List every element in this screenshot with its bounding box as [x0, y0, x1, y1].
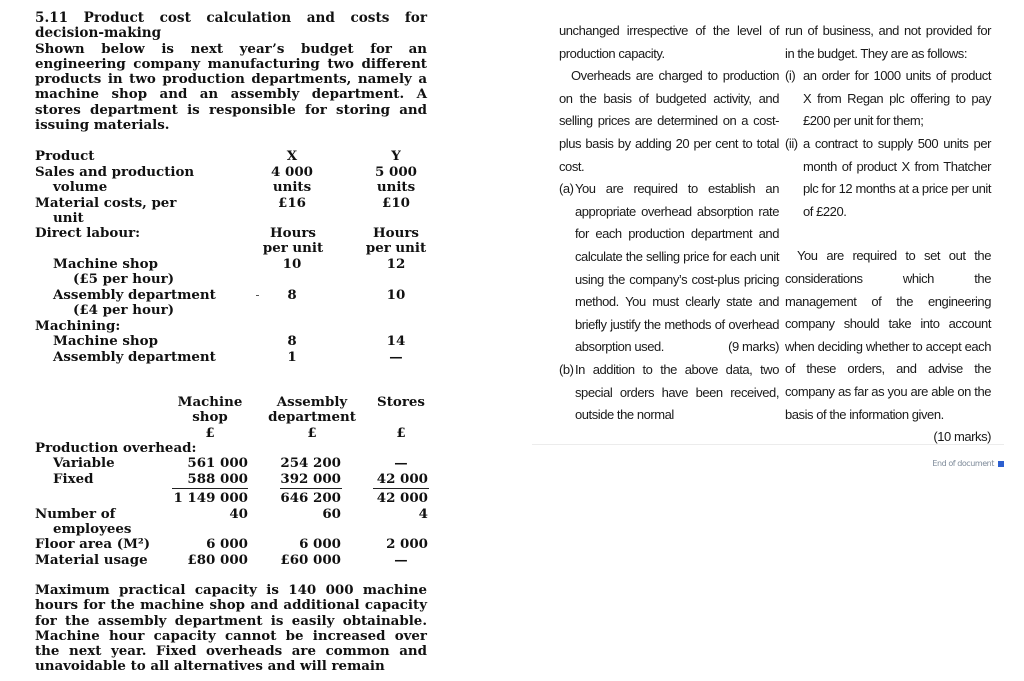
right-column-2 [785, 20, 991, 449]
question-a [559, 178, 779, 359]
total-assembly: 646 200 [280, 490, 341, 506]
dept-machine-header-2: shop [192, 409, 228, 425]
material-usage-label: Material usage [35, 552, 148, 568]
product-x-header: X [286, 148, 298, 164]
sales-x: 4 000 [271, 164, 313, 180]
orders-intro: run of business, and not provided for in the budget. They are as follows: [785, 23, 991, 61]
question-b-label: (b) [559, 361, 574, 377]
dept-assembly-header-1: Assembly [276, 394, 348, 410]
capacity-continuation: unchanged irrespective of the level of production capacity. [559, 23, 779, 61]
volume-label: volume [53, 179, 108, 195]
employees-stores: 4 [418, 506, 428, 522]
end-square-icon [998, 461, 1004, 467]
right-column-1 [559, 20, 779, 427]
employees-label: Number of [35, 506, 116, 522]
employees-machine: 40 [229, 506, 248, 522]
labour-machine-y: 12 [386, 256, 406, 272]
labour-assembly-label: Assembly department [53, 287, 216, 303]
floor-stores: 2 000 [386, 536, 428, 552]
fixed-assembly: 392 000 [280, 471, 341, 487]
floor-machine: 6 000 [206, 536, 248, 552]
machining-label: Machining: [35, 318, 121, 334]
machining-machine-y: 14 [386, 333, 406, 349]
floor-assembly: 6 000 [299, 536, 341, 552]
machining-machine-label: Machine shop [53, 333, 158, 349]
question-a-label: (a) [559, 181, 574, 197]
material-y: £10 [382, 195, 410, 211]
machining-assembly-x: 1 [287, 349, 297, 365]
hours-x-label: Hours [270, 225, 316, 241]
machining-machine-x: 8 [287, 333, 297, 349]
considerations-marks: (10 marks) [933, 429, 991, 445]
variable-label: Variable [53, 455, 115, 471]
considerations-text: You are required to set out the considerations which the management of the engineering company should take into account when deciding whether to accept each of these orders, and advise the company as far as you are able on the basis of the information given. [785, 248, 991, 422]
variable-assembly: 254 200 [280, 455, 341, 471]
considerations-paragraph [785, 245, 991, 445]
overheads-paragraph: Overheads are charged to production on the basis of budgeted activity, and selling prices are determined on a cost-plus basis by adding 20 per cent to total cost. [559, 68, 779, 174]
per-unit-x-label: per unit [262, 240, 324, 256]
question-title: 5.11 Product cost calculation and costs for decision-making [35, 10, 427, 42]
order-ii [785, 133, 991, 223]
total-rule-machine [172, 488, 248, 489]
production-overhead-label: Production overhead: [35, 440, 197, 456]
units-y: units [376, 179, 416, 195]
variable-machine: 561 000 [187, 455, 248, 471]
material-unit-label: unit [53, 210, 84, 226]
total-machine: 1 149 000 [173, 490, 248, 506]
product-y-header: Y [391, 148, 401, 164]
question-b-text: In addition to the above data, two special orders have been received, outside the normal [575, 361, 779, 423]
total-stores: 42 000 [376, 490, 428, 506]
variable-stores: — [394, 455, 408, 471]
question-a-text: You are required to establish an appropriate overhead absorption rate for each production department and calculate the selling price for each unit using the company’s cost-plus pricing method. You must clearly state and briefly justify the methods of overhead absorption used. [575, 181, 779, 355]
total-rule-stores [373, 488, 429, 489]
labour-machine-rate: (£5 per hour) [73, 271, 175, 287]
dept-machine-header-1: Machine [177, 394, 243, 410]
fixed-stores: 42 000 [376, 471, 428, 487]
direct-labour-label: Direct labour: [35, 225, 141, 241]
labour-assembly-y: 10 [386, 287, 406, 303]
order-ii-label: (ii) [785, 135, 798, 151]
total-rule-assembly [280, 488, 342, 489]
dept-stores-header: Stores [377, 394, 425, 410]
dept-assembly-header-2: department [268, 409, 356, 425]
material-x: £16 [278, 195, 306, 211]
order-i [785, 65, 991, 133]
employees-assembly: 60 [322, 506, 341, 522]
sales-label: Sales and production [35, 164, 195, 180]
fixed-machine: 588 000 [187, 471, 248, 487]
machining-assembly-label: Assembly department [53, 349, 216, 365]
end-rule [532, 444, 1004, 445]
question-b [559, 359, 779, 427]
sales-y: 5 000 [375, 164, 417, 180]
material-usage-stores: — [394, 552, 408, 568]
labour-machine-x: 10 [282, 256, 302, 272]
question-a-marks: (9 marks) [728, 339, 779, 355]
currency-stores: £ [396, 425, 406, 441]
currency-assembly: £ [307, 425, 317, 441]
fixed-label: Fixed [53, 471, 94, 487]
question-intro: Shown below is next year’s budget for an engineering company manufacturing two different products in two production departments, namely a machine shop and an assembly department. A stores department is responsible for storing and issuing materials. [35, 40, 427, 134]
capacity-paragraph: Maximum practical capacity is 140 000 machine hours for the machine shop and additional capacity for the assembly department is easily obtainable. Machine hour capacity cannot be increased over the next year. Fixed overheads are common and unavoidable to all alternatives and will remain [35, 582, 427, 675]
labour-machine-label: Machine shop [53, 256, 158, 272]
labour-assembly-rate: (£4 per hour) [73, 302, 175, 318]
currency-machine: £ [205, 425, 215, 441]
order-ii-text: a contract to supply 500 units per month of product X from Thatcher plc for 12 months at a price per unit of £220. [803, 135, 991, 219]
question-header [35, 11, 427, 133]
employees-label-2: employees [53, 521, 132, 537]
order-i-label: (i) [785, 68, 796, 84]
floor-area-label: Floor area (M²) [35, 536, 151, 552]
end-of-document [932, 453, 1004, 476]
order-i-text: an order for 1000 units of product X from Regan plc offering to pay £200 per unit for them; [803, 68, 991, 129]
material-usage-machine: £80 000 [187, 552, 248, 568]
right-page [512, 0, 1024, 681]
scan-mark [256, 295, 259, 296]
labour-assembly-x: 8 [287, 287, 297, 303]
per-unit-y-label: per unit [365, 240, 427, 256]
material-label: Material costs, per [35, 195, 177, 211]
machining-assembly-y: — [389, 349, 403, 365]
hours-y-label: Hours [373, 225, 419, 241]
material-usage-assembly: £60 000 [280, 552, 341, 568]
end-of-document-label: End of document [932, 459, 994, 468]
units-x: units [272, 179, 312, 195]
product-col-label: Product [35, 148, 95, 164]
